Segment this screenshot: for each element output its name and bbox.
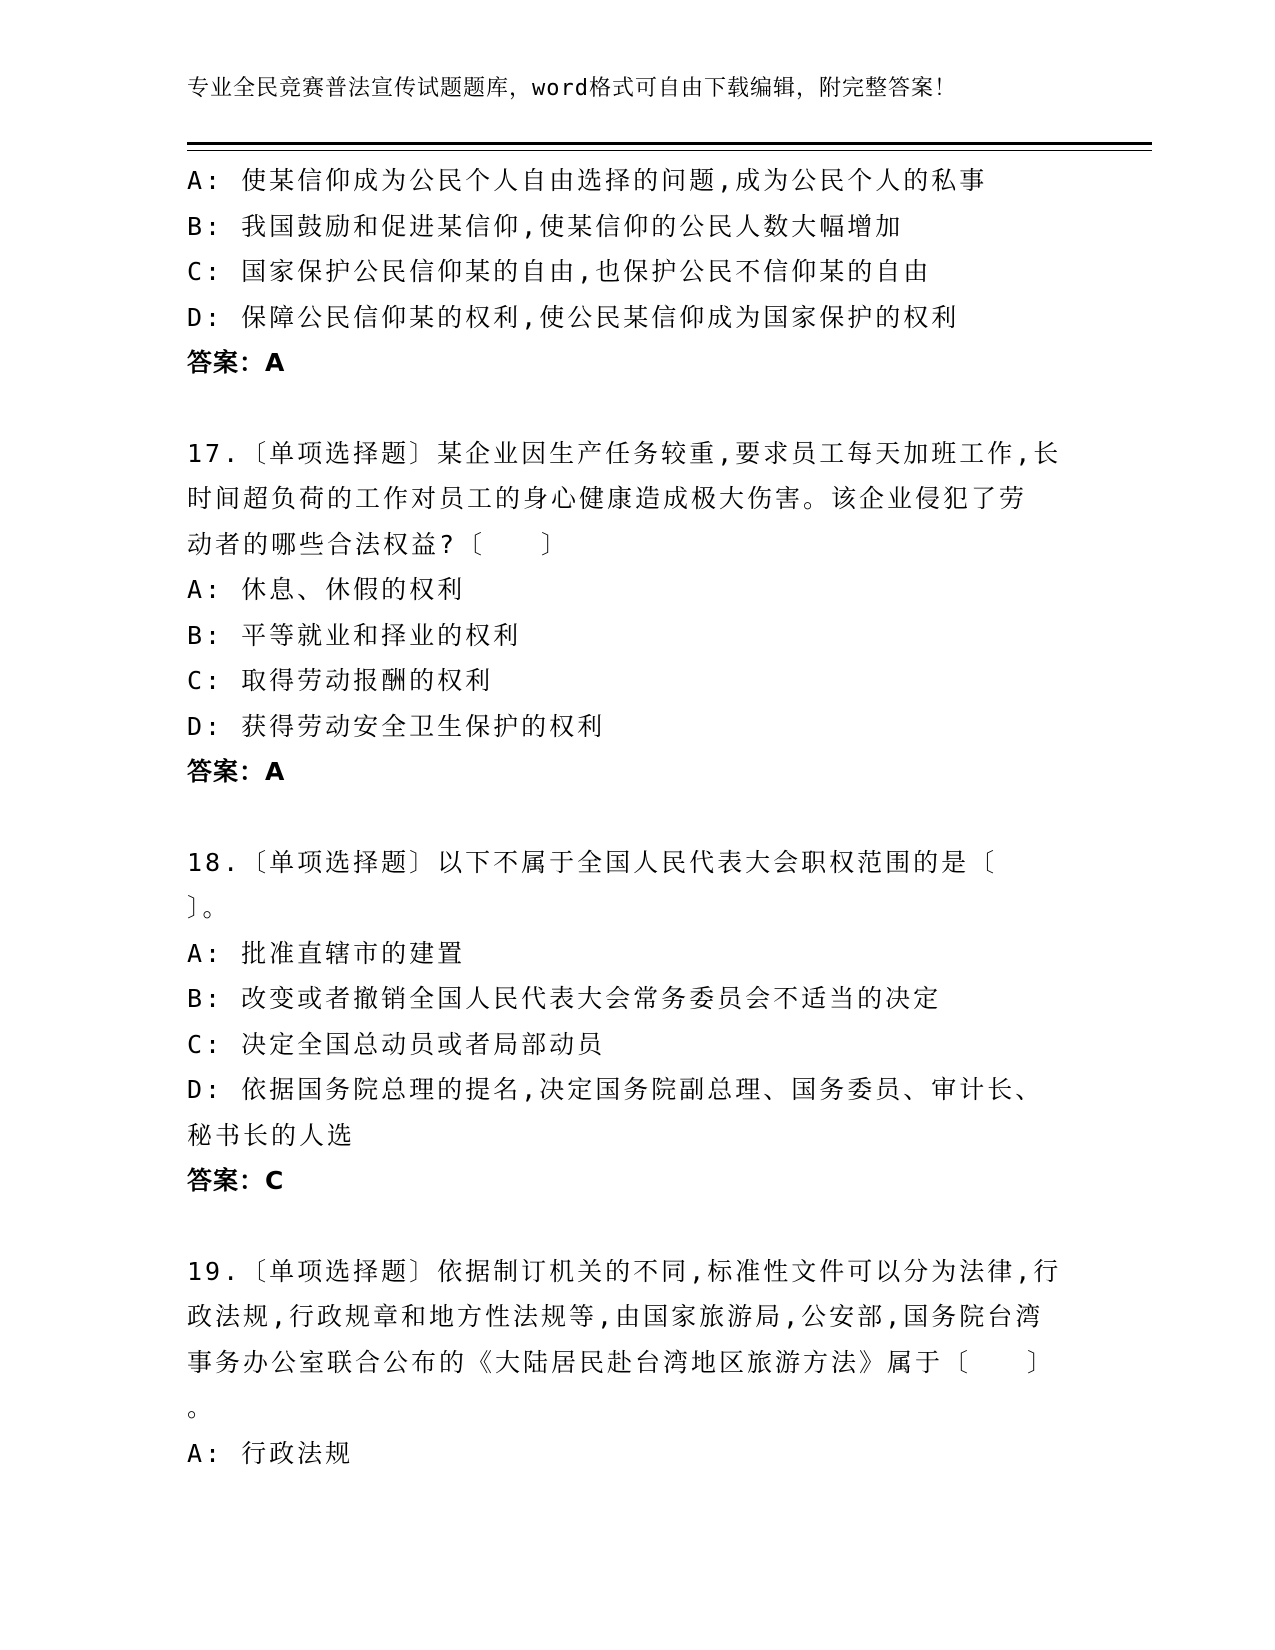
- question-stem-line: 〕。: [187, 893, 231, 922]
- question-stem-line: 政法规,行政规章和地方性法规等,由国家旅游局,公安部,国务院台湾: [187, 1302, 1044, 1331]
- question-16: [187, 158, 1077, 386]
- question-stem-line: 事务办公室联合公布的《大陆居民赴台湾地区旅游方法》属于〔 〕: [187, 1347, 1056, 1377]
- page-header: 专业全民竞赛普法宣传试题题库，word格式可自由下载编辑，附完整答案！: [187, 76, 957, 101]
- option-c: C: 决定全国总动员或者局部动员: [187, 1029, 606, 1059]
- header-rule-thin: [187, 150, 1152, 151]
- question-19: [187, 1249, 1077, 1477]
- option-b: B: 改变或者撤销全国人民代表大会常务委员会不适当的决定: [187, 984, 942, 1013]
- option-d: D: 获得劳动安全卫生保护的权利: [187, 711, 606, 741]
- question-17: [187, 431, 1077, 795]
- question-stem-line: 18.〔单项选择题〕以下不属于全国人民代表大会职权范围的是〔: [187, 847, 998, 877]
- option-d: D: 依据国务院总理的提名,决定国务院副总理、国务委员、审计长、: [187, 1075, 1044, 1104]
- question-18: [187, 840, 1077, 1204]
- option-d: D: 保障公民信仰某的权利,使公民某信仰成为国家保护的权利: [187, 302, 960, 332]
- answer: 答案：A: [187, 348, 286, 377]
- option-b: B: 我国鼓励和促进某信仰,使某信仰的公民人数大幅增加: [187, 211, 904, 241]
- option-b: B: 平等就业和择业的权利: [187, 620, 522, 650]
- header-rule-thick: [187, 142, 1152, 145]
- question-stem-line: 19.〔单项选择题〕依据制订机关的不同,标准性文件可以分为法律,行: [187, 1256, 1062, 1286]
- option-c: C: 取得劳动报酬的权利: [187, 666, 494, 695]
- option-a: A: 行政法规: [187, 1438, 354, 1468]
- question-content: [187, 158, 1077, 1476]
- option-a: A: 使某信仰成为公民个人自由选择的问题,成为公民个人的私事: [187, 166, 988, 195]
- question-stem-line: 动者的哪些合法权益?〔 〕: [187, 529, 570, 559]
- option-d-continued: 秘书长的人选: [187, 1120, 356, 1150]
- answer: 答案：C: [187, 1166, 285, 1195]
- option-a: A: 休息、休假的权利: [187, 575, 466, 604]
- option-c: C: 国家保护公民信仰某的自由,也保护公民不信仰某的自由: [187, 257, 932, 286]
- question-stem-line: 17.〔单项选择题〕某企业因生产任务较重,要求员工每天加班工作,长: [187, 438, 1062, 468]
- question-stem-line: 。: [187, 1393, 216, 1422]
- question-stem-line: 时间超负荷的工作对员工的身心健康造成极大伤害。该企业侵犯了劳: [187, 484, 1028, 513]
- option-a: A: 批准直辖市的建置: [187, 938, 466, 968]
- answer: 答案：A: [187, 757, 286, 786]
